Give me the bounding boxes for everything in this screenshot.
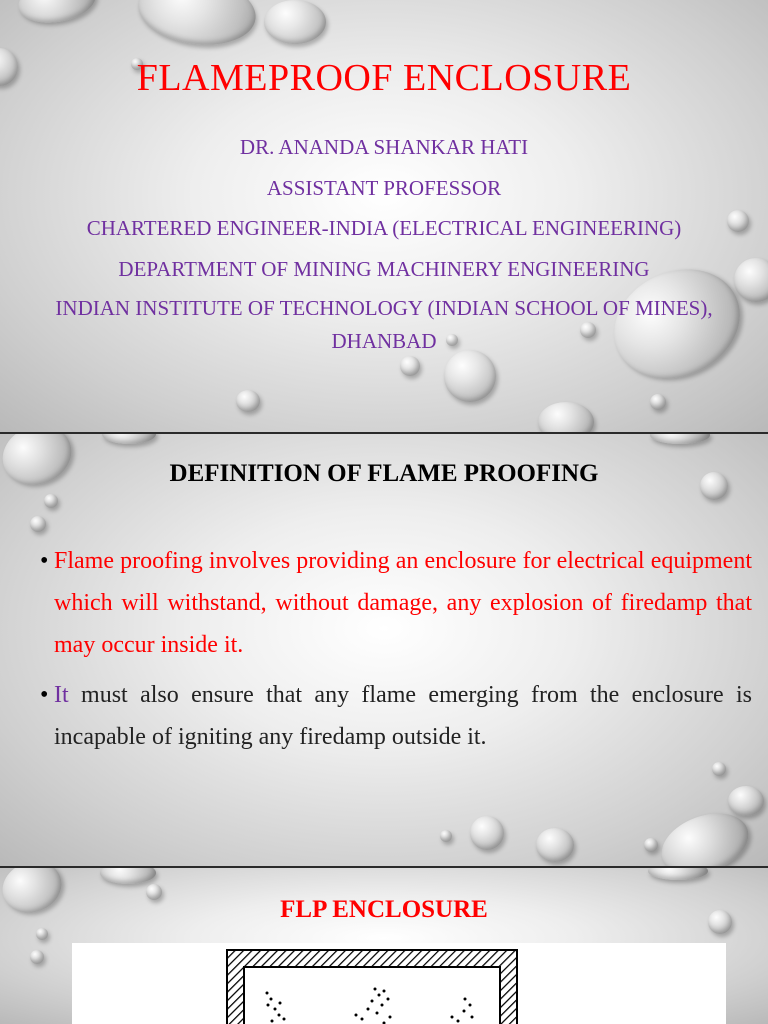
definition-heading: DEFINITION OF FLAME PROOFING bbox=[169, 460, 599, 487]
author-designation: ASSISTANT PROFESSOR bbox=[266, 175, 502, 200]
author-info bbox=[20, 130, 748, 358]
bullet-item bbox=[40, 674, 752, 758]
water-drop bbox=[536, 828, 574, 862]
author-qualification: CHARTERED ENGINEER-INDIA (ELECTRICAL ENGINEERING) bbox=[86, 216, 682, 240]
water-drop bbox=[15, 0, 99, 28]
definition-bullets bbox=[40, 540, 752, 766]
water-drop bbox=[100, 868, 156, 884]
author-name: DR. ANANDA SHANKAR HATI bbox=[239, 135, 529, 159]
water-drop bbox=[538, 402, 594, 432]
water-drop bbox=[650, 394, 666, 410]
water-drop bbox=[728, 786, 764, 816]
water-drop bbox=[650, 434, 710, 444]
water-drop bbox=[264, 0, 326, 44]
bullet-icon: • bbox=[40, 548, 49, 574]
slide-definition bbox=[0, 434, 768, 866]
author-institute: INDIAN INSTITUTE OF TECHNOLOGY (INDIAN SCHOOL OF MINES), DHANBAD bbox=[55, 296, 713, 353]
water-drop bbox=[30, 516, 46, 532]
water-drop bbox=[470, 816, 504, 850]
water-drop bbox=[236, 390, 260, 412]
water-drop bbox=[30, 950, 44, 964]
bullet-icon: • bbox=[40, 682, 49, 708]
slide-title bbox=[0, 0, 768, 432]
water-drop bbox=[102, 434, 156, 444]
water-drop bbox=[440, 830, 452, 842]
author-department: DEPARTMENT OF MINING MACHINERY ENGINEERING bbox=[118, 256, 650, 281]
bullet-text: Flame proofing involves providing an enclosure for electrical equipment which will withstand, without damage, any explosion of firedamp that may occur inside it. bbox=[54, 548, 752, 658]
water-drop bbox=[44, 494, 58, 508]
water-drop bbox=[648, 868, 708, 880]
flp-diagram bbox=[72, 943, 726, 1024]
water-drop bbox=[36, 928, 48, 940]
flp-heading: FLP ENCLOSURE bbox=[280, 896, 488, 923]
bullet-rest: must also ensure that any flame emerging from the enclosure is incapable of igniting any firedamp outside it. bbox=[54, 682, 752, 750]
enclosure-diagram-icon bbox=[72, 943, 726, 1024]
bullet-text bbox=[54, 682, 752, 750]
water-drop bbox=[644, 838, 658, 852]
presentation-title: FLAMEPROOF ENCLOSURE bbox=[136, 57, 632, 99]
water-drop bbox=[400, 356, 420, 376]
bullet-item bbox=[40, 540, 752, 666]
slide-flp-enclosure bbox=[0, 868, 768, 1024]
water-drop bbox=[134, 0, 260, 52]
bullet-lead-word: It bbox=[54, 682, 69, 708]
